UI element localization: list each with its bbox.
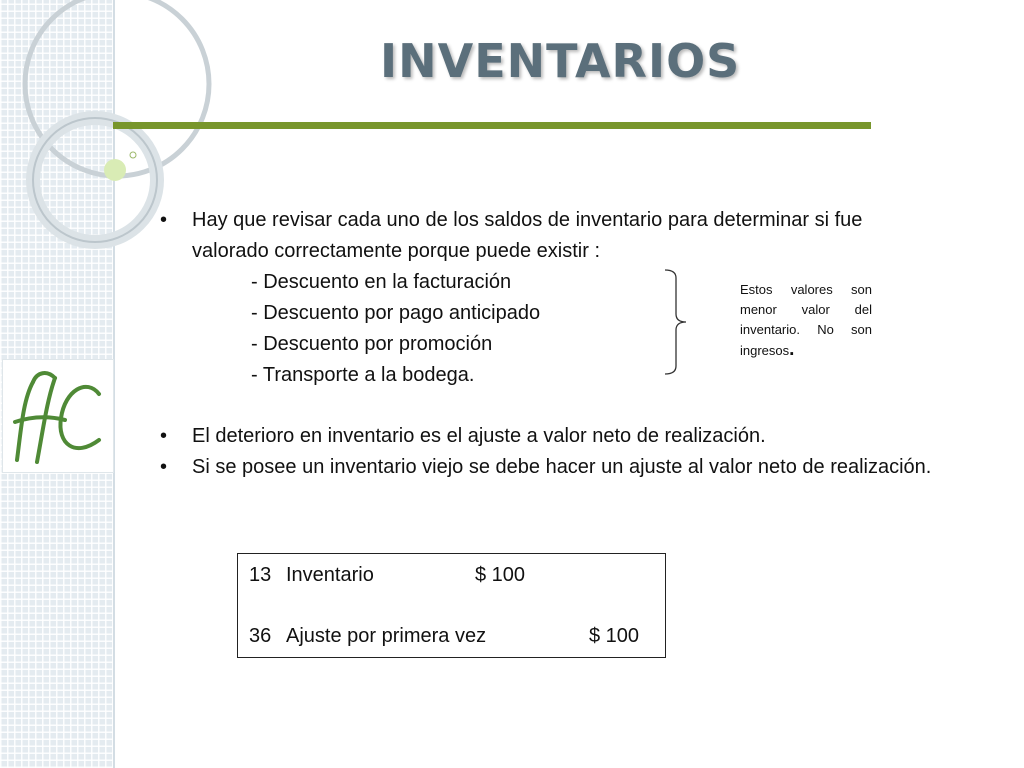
title-divider <box>113 122 871 129</box>
sub-item: - Transporte a la bodega. <box>251 364 475 386</box>
journal-amount: $ 100 <box>589 625 640 647</box>
side-note-dot: . <box>789 339 795 360</box>
bullet-text: Hay que revisar cada uno de los saldos de inventario para determinar si fue valorado correctamente porque puede existir : <box>192 209 863 262</box>
side-note <box>740 280 872 361</box>
journal-code: 36 <box>249 625 272 647</box>
bullet-icon: • <box>160 209 168 231</box>
side-note-text: Estos valores son menor valor del inventario. No son ingresos <box>740 282 872 358</box>
sub-item: - Descuento por pago anticipado <box>251 302 541 324</box>
journal-entry-box <box>237 553 666 658</box>
journal-account: Ajuste por primera vez <box>286 625 487 647</box>
green-dot-icon <box>104 159 126 181</box>
bullet-icon: • <box>160 425 168 447</box>
bullet-text: El deterioro en inventario es el ajuste a valor neto de realización. <box>192 425 766 447</box>
small-dot-icon <box>130 152 136 158</box>
journal-account: Inventario <box>286 564 374 586</box>
hc-monogram-logo <box>3 360 113 472</box>
journal-code: 13 <box>249 564 272 586</box>
journal-amount: $ 100 <box>475 564 526 586</box>
right-brace-icon <box>660 268 690 376</box>
page-title: INVENTARIOS <box>380 34 741 88</box>
bullet-icon: • <box>160 456 168 478</box>
sub-item: - Descuento en la facturación <box>251 271 512 293</box>
logo <box>2 359 114 473</box>
bullet-text: Si se posee un inventario viejo se debe hacer un ajuste al valor neto de realización. <box>192 456 932 478</box>
sub-item: - Descuento por promoción <box>251 333 493 355</box>
